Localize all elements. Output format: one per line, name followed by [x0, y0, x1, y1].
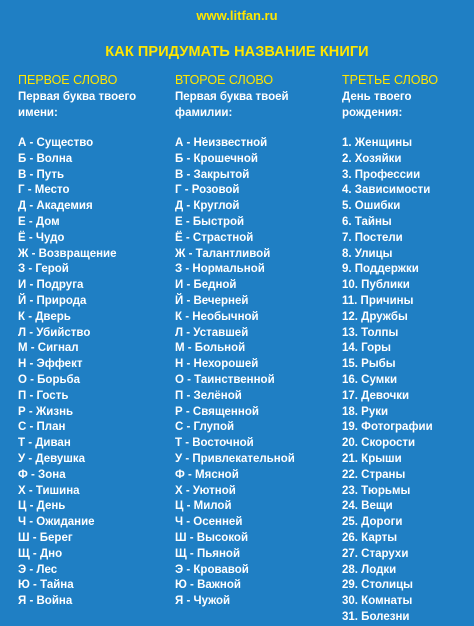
item-list: [342, 136, 472, 626]
column-third-word: [342, 72, 472, 626]
list-item: Ф - Мясной: [175, 468, 239, 481]
list-item: В - Закрытой: [175, 168, 250, 181]
list-item: Г - Розовой: [175, 184, 240, 197]
column-first-word: [18, 72, 168, 610]
list-item: К - Дверь: [18, 310, 71, 323]
list-item: П - Зелёной: [175, 389, 242, 402]
column-subheading: Первая буква твоего имени:: [18, 91, 137, 119]
list-item: Э - Лес: [18, 563, 58, 576]
list-item: Ё - Чудо: [18, 231, 65, 244]
list-item: М - Больной: [175, 342, 246, 355]
list-item: Ч - Осенней: [175, 516, 243, 529]
list-item: 4. Зависимости: [342, 184, 431, 197]
list-item: Ц - День: [18, 500, 66, 513]
list-item: Л - Уставшей: [175, 326, 249, 339]
list-item: 12. Дружбы: [342, 310, 408, 323]
list-item: Е - Быстрой: [175, 215, 245, 228]
list-item: Е - Дом: [18, 215, 60, 228]
list-item: Ё - Страстной: [175, 231, 254, 244]
list-item: Ж - Талантливой: [175, 247, 271, 260]
list-item: Б - Волна: [18, 152, 73, 165]
list-item: Щ - Дно: [18, 547, 63, 560]
list-item: 2. Хозяйки: [342, 152, 402, 165]
list-item: Щ - Пьяной: [175, 547, 241, 560]
list-item: 1. Женщины: [342, 137, 413, 149]
list-item: Ю - Важной: [175, 579, 241, 592]
list-item: 7. Постели: [342, 231, 403, 244]
list-item: Й - Природа: [18, 294, 87, 307]
list-item: 17. Девочки: [342, 389, 410, 402]
list-item: 24. Вещи: [342, 500, 393, 513]
list-item: Р - Жизнь: [18, 405, 74, 418]
list-item: В - Путь: [18, 168, 65, 181]
list-item: Г - Место: [18, 184, 70, 197]
list-item: 28. Лодки: [342, 563, 397, 576]
list-item: Х - Уютной: [175, 484, 236, 497]
item-list: [18, 136, 168, 610]
site-url: www.litfan.ru: [196, 8, 278, 23]
list-item: И - Бедной: [175, 279, 237, 292]
list-item: 18. Руки: [342, 405, 389, 418]
list-item: 19. Фотографии: [342, 421, 433, 434]
list-item: 6. Тайны: [342, 215, 392, 228]
list-item: 15. Рыбы: [342, 358, 396, 371]
list-item: Ш - Высокой: [175, 531, 249, 544]
list-item: С - Глупой: [175, 421, 235, 434]
list-item: О - Борьба: [18, 373, 81, 386]
list-item: 31. Болезни: [342, 610, 410, 623]
list-item: С - План: [18, 421, 66, 434]
list-item: 5. Ошибки: [342, 200, 401, 213]
column-heading: ТРЕТЬЕ СЛОВО: [342, 73, 439, 87]
list-item: Р - Священной: [175, 405, 259, 418]
list-item: П - Гость: [18, 389, 69, 402]
list-item: К - Необычной: [175, 310, 259, 323]
list-item: 27. Старухи: [342, 547, 409, 560]
column-heading: ВТОРОЕ СЛОВО: [175, 73, 274, 87]
list-item: Л - Убийство: [18, 326, 91, 339]
list-item: 21. Крыши: [342, 452, 402, 465]
column-second-word: [175, 72, 340, 610]
list-item: Й - Вечерней: [175, 294, 249, 307]
list-item: Н - Эффект: [18, 358, 83, 371]
list-item: Ш - Берег: [18, 531, 73, 544]
list-item: А - Неизвестной: [175, 137, 268, 149]
list-item: Д - Круглой: [175, 200, 240, 213]
list-item: 30. Комнаты: [342, 595, 413, 608]
list-item: 3. Профессии: [342, 168, 421, 181]
list-item: З - Нормальной: [175, 263, 265, 276]
list-item: 23. Тюрьмы: [342, 484, 411, 497]
list-item: У - Девушка: [18, 452, 86, 465]
list-item: Т - Восточной: [175, 437, 254, 450]
list-item: 8. Улицы: [342, 247, 393, 260]
list-item: Д - Академия: [18, 200, 93, 213]
list-item: М - Сигнал: [18, 342, 79, 355]
list-item: З - Герой: [18, 263, 69, 276]
list-item: Ц - Милой: [175, 500, 232, 513]
list-item: 29. Столицы: [342, 579, 413, 592]
list-item: 16. Сумки: [342, 373, 398, 386]
list-item: Э - Кровавой: [175, 563, 249, 576]
list-item: 26. Карты: [342, 531, 398, 544]
column-subheading: День твоего рождения:: [342, 91, 412, 119]
column-subheading: Первая буква твоей фамилии:: [175, 91, 289, 119]
item-list: [175, 136, 340, 610]
list-item: 25. Дороги: [342, 516, 403, 529]
page-title: КАК ПРИДУМАТЬ НАЗВАНИЕ КНИГИ: [105, 44, 369, 60]
list-item: О - Таинственной: [175, 373, 275, 386]
list-item: 11. Причины: [342, 294, 414, 307]
list-item: 9. Поддержки: [342, 263, 419, 276]
column-heading: ПЕРВОЕ СЛОВО: [18, 73, 118, 87]
list-item: Х - Тишина: [18, 484, 80, 497]
list-item: 10. Публики: [342, 279, 410, 292]
list-item: И - Подруга: [18, 279, 84, 292]
list-item: 14. Горы: [342, 342, 391, 355]
list-item: Ю - Тайна: [18, 579, 74, 592]
list-item: Я - Чужой: [175, 595, 231, 608]
list-item: Я - Война: [18, 595, 73, 608]
list-item: 13. Толпы: [342, 326, 399, 339]
list-item: У - Привлекательной: [175, 452, 295, 465]
list-item: 20. Скорости: [342, 437, 416, 450]
list-item: Т - Диван: [18, 437, 71, 450]
list-item: Н - Нехорошей: [175, 358, 259, 371]
list-item: А - Существо: [18, 137, 94, 149]
list-item: 22. Страны: [342, 468, 406, 481]
list-item: Ж - Возвращение: [18, 247, 117, 260]
list-item: Б - Крошечной: [175, 152, 258, 165]
list-item: Ф - Зона: [18, 468, 66, 481]
list-item: Ч - Ожидание: [18, 516, 95, 529]
